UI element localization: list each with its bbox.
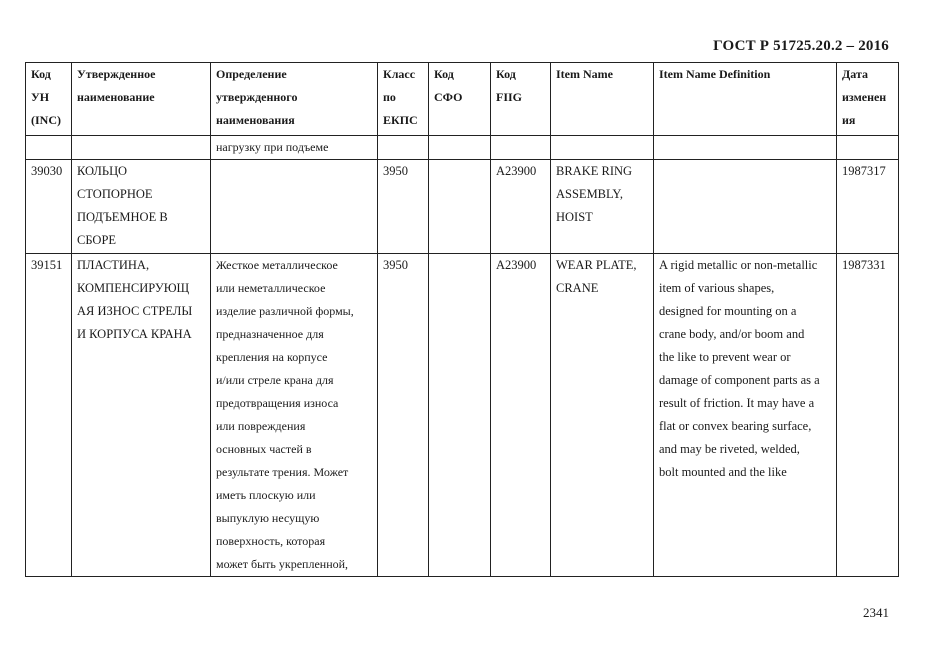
- cell-line: может быть укрепленной,: [216, 557, 349, 571]
- cell-line: утвержденного: [216, 90, 298, 104]
- cell-line: BRAKE RING: [556, 164, 633, 178]
- cell-line: Код: [496, 67, 516, 81]
- cell-line: по: [383, 90, 396, 104]
- cell-line: ПЛАСТИНА,: [77, 258, 150, 272]
- cell-line: изменен: [842, 90, 887, 104]
- cell-line: СТОПОРНОЕ: [77, 187, 153, 201]
- cell-line: ЕКПС: [383, 113, 418, 127]
- cell-line: УН: [31, 90, 50, 104]
- cell-line: СБОРЕ: [77, 233, 117, 247]
- cell-definition: [211, 160, 378, 254]
- header-approved-name: [72, 63, 211, 136]
- header-fiig: [491, 63, 551, 136]
- cell-line: наименования: [216, 113, 295, 127]
- cell-line: CRANE: [556, 281, 599, 295]
- document-title: ГОСТ Р 51725.20.2 – 2016: [713, 38, 889, 54]
- cont-item-name-definition: [654, 136, 837, 160]
- cell-line: flat or convex bearing surface,: [659, 419, 812, 433]
- cell-line: the like to prevent wear or: [659, 350, 791, 364]
- cell-line: КОЛЬЦО: [77, 164, 127, 178]
- cell-class: 3950: [378, 160, 429, 254]
- page-number: 2341: [863, 605, 889, 620]
- cell-line: СФО: [434, 90, 463, 104]
- cont-inc: [26, 136, 72, 160]
- cont-sfo: [429, 136, 491, 160]
- cell-line: item of various shapes,: [659, 281, 775, 295]
- cont-date: [837, 136, 899, 160]
- cell-line: предотвращения износа: [216, 396, 339, 410]
- cell-line: КОМПЕНСИРУЮЩ: [77, 281, 190, 295]
- cell-line: и/или стреле крана для: [216, 373, 334, 387]
- cell-line: поверхность, которая: [216, 534, 326, 548]
- cell-line: (INC): [31, 113, 61, 127]
- cell-line: ПОДЪЕМНОЕ В: [77, 210, 168, 224]
- cell-definition: [211, 254, 378, 577]
- cell-line: bolt mounted and the like: [659, 465, 787, 479]
- cell-line: Класс: [383, 67, 416, 81]
- continuation-row: [26, 136, 899, 160]
- cell-date: 1987317: [837, 160, 899, 254]
- cell-line: крепления на корпусе: [216, 350, 328, 364]
- cell-line: WEAR PLATE,: [556, 258, 637, 272]
- cell-line: result of friction. It may have a: [659, 396, 815, 410]
- cell-inc: 39030: [26, 160, 72, 254]
- cell-line: изделие различной формы,: [216, 304, 354, 318]
- cell-line: designed for mounting on a: [659, 304, 797, 318]
- cell-line: HOIST: [556, 210, 593, 224]
- cell-line: Код: [434, 67, 454, 81]
- header-definition: [211, 63, 378, 136]
- cell-line: Определение: [216, 67, 287, 81]
- cell-inc: 39151: [26, 254, 72, 577]
- cell-line: основных частей в: [216, 442, 312, 456]
- item-name-table: [25, 62, 899, 577]
- cell-line: Item Name Definition: [659, 67, 771, 81]
- cell-fiig: A23900: [491, 254, 551, 577]
- cell-line: результате трения. Может: [216, 465, 349, 479]
- cont-item-name: [551, 136, 654, 160]
- cell-sfo: [429, 254, 491, 577]
- cell-line: выпуклую несущую: [216, 511, 320, 525]
- cont-definition: нагрузку при подъеме: [211, 136, 378, 160]
- header-date: [837, 63, 899, 136]
- cell-sfo: [429, 160, 491, 254]
- header-item-name: [551, 63, 654, 136]
- cell-line: предназначенное для: [216, 327, 324, 341]
- cont-fiig: [491, 136, 551, 160]
- cell-line: damage of component parts as a: [659, 373, 820, 387]
- cont-class: [378, 136, 429, 160]
- header-sfo: [429, 63, 491, 136]
- cell-fiig: A23900: [491, 160, 551, 254]
- cell-line: Item Name: [556, 67, 613, 81]
- cell-item-name: [551, 160, 654, 254]
- cell-line: A rigid metallic or non-metallic: [659, 258, 818, 272]
- cell-line: Дата: [842, 67, 868, 81]
- cell-line: Утвержденное: [77, 67, 156, 81]
- cell-item-name: [551, 254, 654, 577]
- cell-line: Жесткое металлическое: [216, 258, 338, 272]
- cell-line: или неметаллическое: [216, 281, 326, 295]
- cell-date: 1987331: [837, 254, 899, 577]
- cell-line: наименование: [77, 90, 155, 104]
- cell-item-name-definition: [654, 160, 837, 254]
- header-inc: [26, 63, 72, 136]
- table-row: [26, 160, 899, 254]
- cell-line: или повреждения: [216, 419, 306, 433]
- cont-approved-name: [72, 136, 211, 160]
- cell-line: FIIG: [496, 90, 523, 104]
- cell-line: ия: [842, 113, 856, 127]
- cell-line: Код: [31, 67, 51, 81]
- cell-line: И КОРПУСА КРАНА: [77, 327, 192, 341]
- header-class: [378, 63, 429, 136]
- cell-approved-name: [72, 160, 211, 254]
- header-item-name-definition: [654, 63, 837, 136]
- cell-line: АЯ ИЗНОС СТРЕЛЫ: [77, 304, 193, 318]
- cell-line: and may be riveted, welded,: [659, 442, 800, 456]
- cell-item-name-definition: [654, 254, 837, 577]
- cell-line: ASSEMBLY,: [556, 187, 623, 201]
- cell-approved-name: [72, 254, 211, 577]
- cell-line: иметь плоскую или: [216, 488, 316, 502]
- table-row: [26, 254, 899, 577]
- cell-line: crane body, and/or boom and: [659, 327, 805, 341]
- cell-class: 3950: [378, 254, 429, 577]
- header-row: [26, 63, 899, 136]
